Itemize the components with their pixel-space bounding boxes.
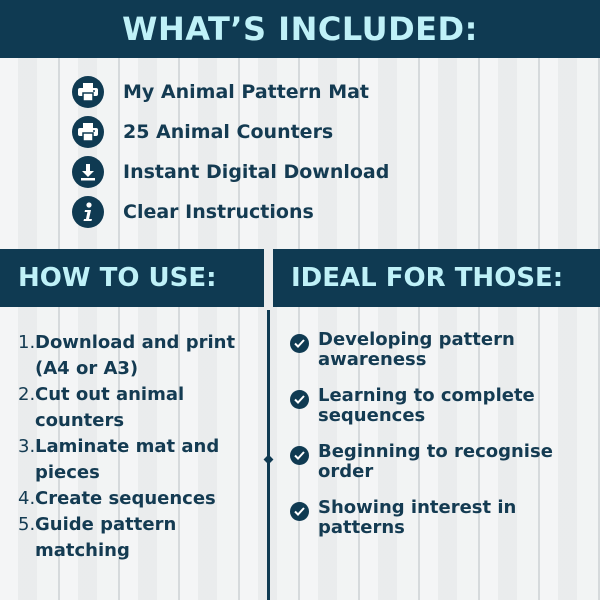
ideal-label: Beginning to recognise order	[318, 441, 553, 482]
step-item	[18, 486, 258, 512]
printer-icon	[72, 116, 104, 148]
step-item	[18, 512, 258, 564]
how-to-use-banner	[0, 249, 264, 307]
ideal-for-list	[290, 330, 590, 554]
step-text: Guide pattern matching	[35, 514, 177, 561]
ideal-label: Showing interest in patterns	[318, 497, 517, 538]
step-text: Laminate mat and pieces	[35, 436, 220, 483]
ideal-label: Developing pattern awareness	[318, 329, 515, 370]
check-icon	[290, 390, 309, 409]
step-item	[18, 382, 258, 434]
included-item	[72, 72, 389, 112]
included-label: Instant Digital Download	[123, 161, 390, 183]
step-text: Cut out animal counters	[35, 384, 185, 431]
ideal-item	[290, 498, 590, 554]
ideal-item	[290, 330, 590, 386]
step-number: 2.	[18, 384, 36, 405]
ideal-for-banner	[273, 249, 600, 307]
title-banner	[0, 0, 600, 58]
step-text: Create sequences	[35, 488, 216, 509]
check-icon	[290, 334, 309, 353]
step-number: 1.	[18, 332, 36, 353]
divider-diamond	[264, 455, 274, 465]
info-icon	[72, 196, 104, 228]
step-number: 3.	[18, 436, 36, 457]
step-number: 4.	[18, 488, 36, 509]
printer-icon	[72, 76, 104, 108]
ideal-label: Learning to complete sequences	[318, 385, 535, 426]
included-list	[72, 72, 389, 232]
check-icon	[290, 502, 309, 521]
step-item	[18, 330, 258, 382]
step-number: 5.	[18, 514, 36, 535]
included-item	[72, 112, 389, 152]
page-title: WHAT’S INCLUDED:	[122, 10, 478, 48]
ideal-item	[290, 386, 590, 442]
included-label: 25 Animal Counters	[123, 121, 334, 143]
included-label: Clear Instructions	[123, 201, 314, 223]
download-icon	[72, 156, 104, 188]
check-icon	[290, 446, 309, 465]
step-item	[18, 434, 258, 486]
included-item	[72, 152, 389, 192]
included-item	[72, 192, 389, 232]
ideal-item	[290, 442, 590, 498]
ideal-for-title: IDEAL FOR THOSE:	[291, 263, 564, 293]
how-to-use-title: HOW TO USE:	[18, 263, 217, 293]
step-text: Download and print (A4 or A3)	[35, 332, 236, 379]
how-to-use-steps	[18, 330, 258, 564]
included-label: My Animal Pattern Mat	[123, 81, 370, 103]
